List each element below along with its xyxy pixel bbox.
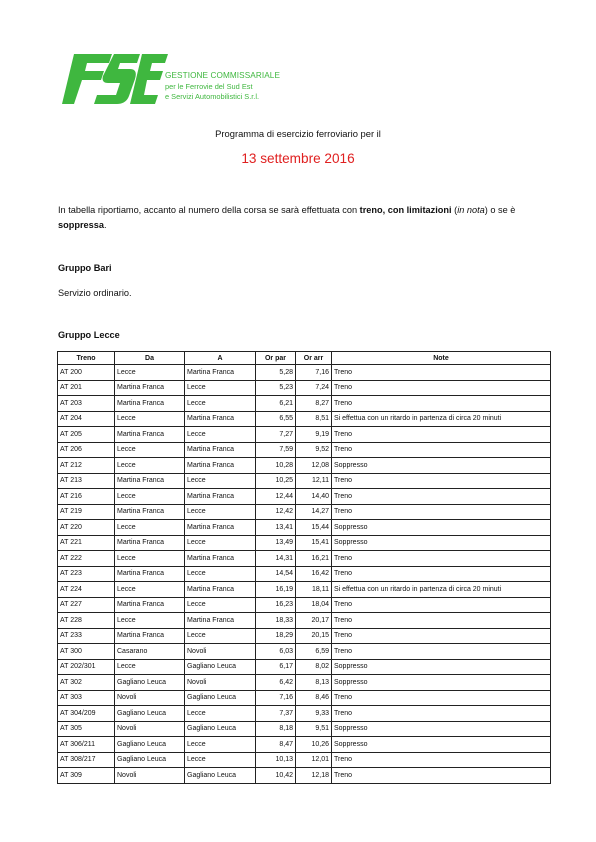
col-a-cell: Gagliano Leuca xyxy=(185,768,256,784)
table-header-row xyxy=(58,352,551,365)
col-treno-cell: AT 219 xyxy=(58,504,115,520)
col-or-par-cell: 8,47 xyxy=(256,737,296,753)
col-treno-cell: AT 227 xyxy=(58,597,115,613)
col-a-cell: Martina Franca xyxy=(185,520,256,536)
col-a-cell: Martina Franca xyxy=(185,458,256,474)
col-or-arr-cell: 14,40 xyxy=(296,489,332,505)
col-a-cell: Lecce xyxy=(185,427,256,443)
col-or-par-cell: 6,03 xyxy=(256,644,296,660)
intro-paragraph xyxy=(58,203,548,232)
col-treno-cell: AT 228 xyxy=(58,613,115,629)
col-da-cell: Novoli xyxy=(115,690,185,706)
col-da-cell: Martina Franca xyxy=(115,380,185,396)
col-or-arr-cell: 7,16 xyxy=(296,365,332,381)
col-a-cell: Lecce xyxy=(185,566,256,582)
col-note-cell: Treno xyxy=(332,365,551,381)
col-or-arr-cell: 15,44 xyxy=(296,520,332,536)
intro-italic1: in nota xyxy=(457,205,485,215)
col-da-cell: Lecce xyxy=(115,659,185,675)
col-da-cell: Martina Franca xyxy=(115,396,185,412)
col-note-cell: Soppresso xyxy=(332,659,551,675)
col-note-cell: Soppresso xyxy=(332,520,551,536)
col-or-par-cell: 16,23 xyxy=(256,597,296,613)
col-note-cell: Treno xyxy=(332,628,551,644)
col-note-cell: Soppresso xyxy=(332,675,551,691)
col-treno-cell: AT 201 xyxy=(58,380,115,396)
col-or-arr-cell: 16,42 xyxy=(296,566,332,582)
col-treno-cell: AT 233 xyxy=(58,628,115,644)
table-row xyxy=(58,473,551,489)
col-or-par-cell: 8,18 xyxy=(256,721,296,737)
gruppo-bari-text: Servizio ordinario. xyxy=(58,288,132,298)
col-or-par-cell: 10,42 xyxy=(256,768,296,784)
col-treno-cell: AT 305 xyxy=(58,721,115,737)
col-da-cell: Lecce xyxy=(115,551,185,567)
col-treno-cell: AT 304/209 xyxy=(58,706,115,722)
col-or-par-cell: 14,54 xyxy=(256,566,296,582)
col-treno-cell: AT 221 xyxy=(58,535,115,551)
col-da-cell: Novoli xyxy=(115,721,185,737)
col-or-par-cell: 6,42 xyxy=(256,675,296,691)
table-row xyxy=(58,520,551,536)
col-note-cell: Treno xyxy=(332,489,551,505)
col-or-arr-cell: 8,51 xyxy=(296,411,332,427)
col-or-par-cell: 18,29 xyxy=(256,628,296,644)
col-da-cell: Martina Franca xyxy=(115,535,185,551)
col-da-cell: Martina Franca xyxy=(115,427,185,443)
intro-part4: . xyxy=(103,219,107,230)
col-a-cell: Martina Franca xyxy=(185,551,256,567)
col-treno-cell: AT 309 xyxy=(58,768,115,784)
col-note-cell: Soppresso xyxy=(332,535,551,551)
col-treno-header: Treno xyxy=(58,352,115,365)
col-or-arr-cell: 18,11 xyxy=(296,582,332,598)
intro-part3: ) o se è xyxy=(484,205,516,215)
table-row xyxy=(58,396,551,412)
col-da-cell: Martina Franca xyxy=(115,504,185,520)
col-da-cell: Lecce xyxy=(115,489,185,505)
col-note-cell: Soppresso xyxy=(332,458,551,474)
table-row xyxy=(58,551,551,567)
intro-bold2: soppressa xyxy=(58,219,104,230)
col-da-cell: Lecce xyxy=(115,411,185,427)
col-or-arr-cell: 20,17 xyxy=(296,613,332,629)
col-da-cell: Lecce xyxy=(115,442,185,458)
table-row xyxy=(58,706,551,722)
col-treno-cell: AT 220 xyxy=(58,520,115,536)
col-or-arr-cell: 9,51 xyxy=(296,721,332,737)
col-a-cell: Novoli xyxy=(185,675,256,691)
col-note-cell: Soppresso xyxy=(332,721,551,737)
col-note-cell: Si effettua con un ritardo in partenza di circa 20 minuti xyxy=(332,582,551,598)
col-or-arr-cell: 15,41 xyxy=(296,535,332,551)
col-or-arr-cell: 14,27 xyxy=(296,504,332,520)
table-row xyxy=(58,458,551,474)
col-da-cell: Martina Franca xyxy=(115,597,185,613)
col-treno-cell: AT 302 xyxy=(58,675,115,691)
col-da-cell: Martina Franca xyxy=(115,473,185,489)
col-da-cell: Lecce xyxy=(115,582,185,598)
col-note-cell: Treno xyxy=(332,566,551,582)
col-treno-cell: AT 216 xyxy=(58,489,115,505)
company-name xyxy=(165,71,280,103)
col-note-cell: Treno xyxy=(332,752,551,768)
table-row xyxy=(58,613,551,629)
col-or-arr-cell: 9,19 xyxy=(296,427,332,443)
table-row xyxy=(58,675,551,691)
table-row xyxy=(58,427,551,443)
col-or-arr-cell: 8,27 xyxy=(296,396,332,412)
col-a-cell: Gagliano Leuca xyxy=(185,721,256,737)
col-note-cell: Treno xyxy=(332,644,551,660)
col-or-arr-cell: 18,04 xyxy=(296,597,332,613)
company-line-1: GESTIONE COMMISSARIALE xyxy=(165,71,281,80)
col-treno-cell: AT 308/217 xyxy=(58,752,115,768)
col-note-cell: Treno xyxy=(332,396,551,412)
col-a-cell: Martina Franca xyxy=(185,582,256,598)
col-note-cell: Treno xyxy=(332,473,551,489)
col-da-cell: Gagliano Leuca xyxy=(115,752,185,768)
col-a-cell: Martina Franca xyxy=(185,489,256,505)
col-a-cell: Lecce xyxy=(185,535,256,551)
col-or-arr-cell: 8,46 xyxy=(296,690,332,706)
col-da-cell: Gagliano Leuca xyxy=(115,675,185,691)
col-note-cell: Treno xyxy=(332,706,551,722)
table-row xyxy=(58,659,551,675)
col-or-arr-cell: 12,01 xyxy=(296,752,332,768)
col-or-par-cell: 5,28 xyxy=(256,365,296,381)
col-a-cell: Lecce xyxy=(185,737,256,753)
table-row xyxy=(58,566,551,582)
company-line-3: e Servizi Automobilistici S.r.l. xyxy=(165,92,260,101)
col-a-header: A xyxy=(185,352,256,365)
table-row xyxy=(58,582,551,598)
col-a-cell: Lecce xyxy=(185,396,256,412)
col-note-cell: Treno xyxy=(332,504,551,520)
col-a-cell: Lecce xyxy=(185,473,256,489)
col-note-cell: Treno xyxy=(332,427,551,443)
program-date: 13 settembre 2016 xyxy=(241,151,355,166)
col-or-par-cell: 13,41 xyxy=(256,520,296,536)
col-da-cell: Lecce xyxy=(115,458,185,474)
col-note-cell: Treno xyxy=(332,768,551,784)
col-a-cell: Novoli xyxy=(185,644,256,660)
col-or-par-cell: 16,19 xyxy=(256,582,296,598)
col-or-arr-cell: 12,08 xyxy=(296,458,332,474)
col-treno-cell: AT 204 xyxy=(58,411,115,427)
col-treno-cell: AT 205 xyxy=(58,427,115,443)
table-row xyxy=(58,768,551,784)
col-treno-cell: AT 224 xyxy=(58,582,115,598)
col-or-arr-cell: 9,33 xyxy=(296,706,332,722)
col-a-cell: Lecce xyxy=(185,628,256,644)
col-or-par-cell: 14,31 xyxy=(256,551,296,567)
col-note-cell: Si effettua con un ritardo in partenza di circa 20 minuti xyxy=(332,411,551,427)
table-row xyxy=(58,690,551,706)
col-treno-cell: AT 300 xyxy=(58,644,115,660)
col-da-cell: Novoli xyxy=(115,768,185,784)
col-or-par-cell: 10,13 xyxy=(256,752,296,768)
table-row xyxy=(58,737,551,753)
intro-bold1: treno, con limitazioni xyxy=(359,205,452,215)
col-or-par-cell: 6,17 xyxy=(256,659,296,675)
table-body xyxy=(58,365,551,784)
col-note-cell: Treno xyxy=(332,380,551,396)
col-a-cell: Lecce xyxy=(185,706,256,722)
col-or-par-cell: 7,37 xyxy=(256,706,296,722)
company-line-2: per le Ferrovie del Sud Est xyxy=(165,81,253,91)
table-row xyxy=(58,628,551,644)
col-or-par-cell: 6,55 xyxy=(256,411,296,427)
col-note-header: Note xyxy=(332,352,551,365)
col-da-cell: Lecce xyxy=(115,613,185,629)
intro-part2: ( xyxy=(451,205,458,215)
col-or-arr-cell: 8,13 xyxy=(296,675,332,691)
col-a-cell: Martina Franca xyxy=(185,442,256,458)
col-treno-cell: AT 203 xyxy=(58,396,115,412)
col-da-cell: Martina Franca xyxy=(115,566,185,582)
col-or-arr-cell: 12,18 xyxy=(296,768,332,784)
col-treno-cell: AT 223 xyxy=(58,566,115,582)
col-or-arr-cell: 6,59 xyxy=(296,644,332,660)
col-or-arr-cell: 12,11 xyxy=(296,473,332,489)
col-treno-cell: AT 206 xyxy=(58,442,115,458)
col-or-arr-cell: 20,15 xyxy=(296,628,332,644)
table-row xyxy=(58,535,551,551)
col-or-par-cell: 18,33 xyxy=(256,613,296,629)
trains-table xyxy=(57,351,551,784)
col-treno-cell: AT 200 xyxy=(58,365,115,381)
col-or-par-cell: 13,49 xyxy=(256,535,296,551)
col-a-cell: Lecce xyxy=(185,380,256,396)
table-row xyxy=(58,442,551,458)
col-or-par-cell: 10,28 xyxy=(256,458,296,474)
col-da-cell: Casarano xyxy=(115,644,185,660)
table-row xyxy=(58,597,551,613)
col-or-arr-header: Or arr xyxy=(296,352,332,365)
table-row xyxy=(58,752,551,768)
col-a-cell: Gagliano Leuca xyxy=(185,690,256,706)
col-a-cell: Lecce xyxy=(185,597,256,613)
col-or-par-cell: 7,27 xyxy=(256,427,296,443)
col-a-cell: Lecce xyxy=(185,504,256,520)
col-or-par-cell: 12,42 xyxy=(256,504,296,520)
col-or-par-cell: 7,59 xyxy=(256,442,296,458)
col-da-cell: Lecce xyxy=(115,365,185,381)
table-row xyxy=(58,644,551,660)
intro-part1: In tabella riportiamo, accanto al numero della corsa se sarà effettuata con xyxy=(58,205,360,215)
table-row xyxy=(58,721,551,737)
col-a-cell: Martina Franca xyxy=(185,365,256,381)
col-treno-cell: AT 306/211 xyxy=(58,737,115,753)
col-note-cell: Soppresso xyxy=(332,737,551,753)
col-treno-cell: AT 213 xyxy=(58,473,115,489)
col-or-arr-cell: 9,52 xyxy=(296,442,332,458)
col-da-cell: Gagliano Leuca xyxy=(115,706,185,722)
col-a-cell: Gagliano Leuca xyxy=(185,659,256,675)
col-da-cell: Lecce xyxy=(115,520,185,536)
col-note-cell: Treno xyxy=(332,613,551,629)
col-note-cell: Treno xyxy=(332,551,551,567)
col-treno-cell: AT 202/301 xyxy=(58,659,115,675)
col-or-par-cell: 12,44 xyxy=(256,489,296,505)
col-note-cell: Treno xyxy=(332,597,551,613)
col-note-cell: Treno xyxy=(332,690,551,706)
col-a-cell: Lecce xyxy=(185,752,256,768)
col-a-cell: Martina Franca xyxy=(185,411,256,427)
table-row xyxy=(58,365,551,381)
col-or-arr-cell: 10,26 xyxy=(296,737,332,753)
table-row xyxy=(58,380,551,396)
col-or-par-header: Or par xyxy=(256,352,296,365)
fse-logo xyxy=(60,50,170,108)
col-or-par-cell: 7,16 xyxy=(256,690,296,706)
col-da-cell: Martina Franca xyxy=(115,628,185,644)
gruppo-bari-heading: Gruppo Bari xyxy=(58,263,112,273)
table-row xyxy=(58,411,551,427)
col-treno-cell: AT 212 xyxy=(58,458,115,474)
col-da-header: Da xyxy=(115,352,185,365)
col-note-cell: Treno xyxy=(332,442,551,458)
col-or-arr-cell: 7,24 xyxy=(296,380,332,396)
col-a-cell: Martina Franca xyxy=(185,613,256,629)
col-treno-cell: AT 222 xyxy=(58,551,115,567)
col-or-arr-cell: 8,02 xyxy=(296,659,332,675)
col-da-cell: Gagliano Leuca xyxy=(115,737,185,753)
gruppo-lecce-heading: Gruppo Lecce xyxy=(58,330,120,340)
col-or-arr-cell: 16,21 xyxy=(296,551,332,567)
col-treno-cell: AT 303 xyxy=(58,690,115,706)
program-title: Programma di esercizio ferroviario per il xyxy=(215,128,381,139)
col-or-par-cell: 6,21 xyxy=(256,396,296,412)
table-row xyxy=(58,489,551,505)
col-or-par-cell: 10,25 xyxy=(256,473,296,489)
col-or-par-cell: 5,23 xyxy=(256,380,296,396)
table-row xyxy=(58,504,551,520)
